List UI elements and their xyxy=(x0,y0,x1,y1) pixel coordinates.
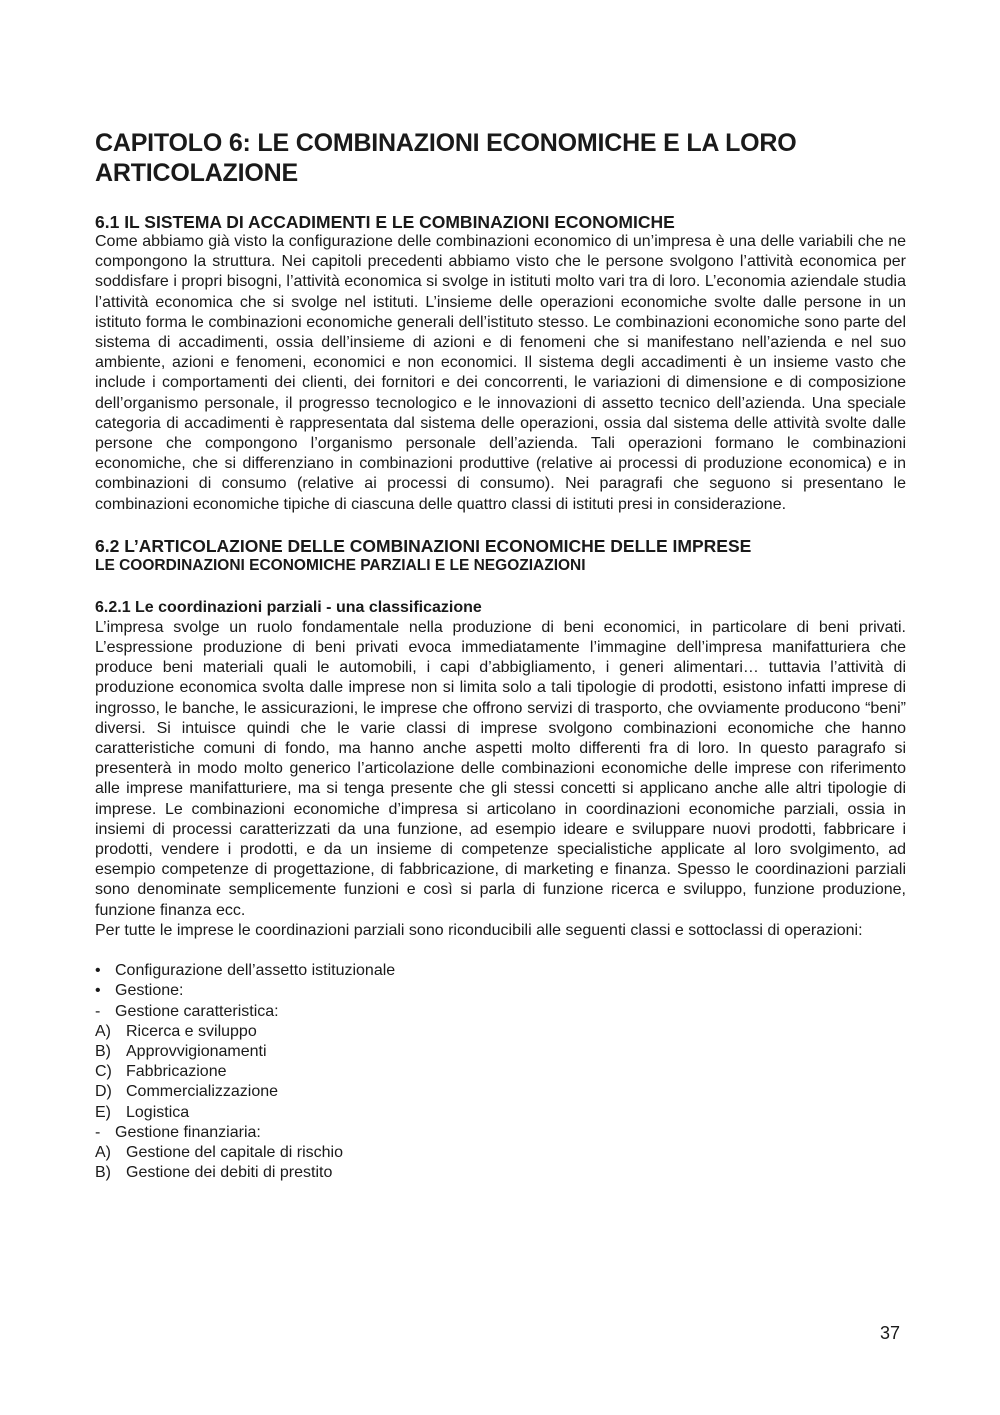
list-item-text: Gestione dei debiti di prestito xyxy=(126,1164,333,1182)
operations-list xyxy=(95,961,906,1183)
section-6-2-title: 6.2 L’ARTICOLAZIONE DELLE COMBINAZIONI ECONOMICHE DELLE IMPRESE xyxy=(95,535,752,556)
list-marker: - xyxy=(95,1002,101,1020)
list-item xyxy=(95,1103,906,1123)
list-item-text: Ricerca e sviluppo xyxy=(126,1022,257,1040)
list-item xyxy=(95,1002,906,1022)
list-item-text: Fabbricazione xyxy=(126,1063,227,1081)
list-item-text: Logistica xyxy=(126,1103,190,1121)
list-marker: B) xyxy=(95,1042,111,1060)
list-marker: D) xyxy=(95,1083,112,1101)
list-item-text: Gestione caratteristica: xyxy=(115,1002,279,1020)
section-6-2-1-body-continued: Per tutte le imprese le coordinazioni parziali sono riconducibili alle seguenti classi e sottoclassi di operazioni: xyxy=(95,921,863,939)
section-6-1-body: Come abbiamo già visto la configurazione delle combinazioni economico di un’impresa è una delle variabili che ne compongono la struttura. Nei capitoli precedenti abbiamo visto che le persone svolgono l’attività economica per soddisfare i propri bisogni, l’attività economica si svolge in istituti molto vari tra di loro. L’economia aziendale studia l’attività economica che si svolge nel istituti. L’insieme delle operazioni economiche svolte dalle persone in un istituto forma le combinazioni economiche generali dell’istituto stesso. Le combinazioni economiche sono parte del sistema di accadimenti, ossia dell’insieme di azioni e di fenomeni che si manifestano nell’azienda e nel suo ambiente, azioni e fenomeni, economici e non economici. Il sistema degli accadimenti è un insieme vasto che include i comportamenti dei clienti, dei fornitori e dei concorrenti, le variazioni di dimensione e di composizione dell’organismo personale, il progresso tecnologico e le innovazioni di assetto tecnico dell’azienda. Una speciale categoria di accadimenti è rappresentata dal sistema delle operazioni, ossia dal sistema delle attività svolte dalle persone che compongono l’organismo personale dell’azienda. Tali operazioni formano le combinazioni economiche, che si differenziano in combinazioni produttive (relative ai processi di produzione economica) e in combinazioni di consumo (relative ai processi di consumo). Nei paragrafi che seguono si presentano le combinazioni economiche tipiche di ciascuna delle quattro classi di istituti presi in considerazione. xyxy=(95,233,906,513)
list-marker: A) xyxy=(95,1022,111,1040)
section-6-1-title: 6.1 IL SISTEMA DI ACCADIMENTI E LE COMBINAZIONI ECONOMICHE xyxy=(95,212,675,232)
list-item-text: Gestione del capitale di rischio xyxy=(126,1143,344,1161)
list-item xyxy=(95,1123,906,1143)
list-marker: E) xyxy=(95,1103,111,1121)
list-item-text: Gestione: xyxy=(115,982,184,1000)
chapter-title: CAPITOLO 6: LE COMBINAZIONI ECONOMICHE E LA LORO ARTICOLAZIONE xyxy=(95,129,797,187)
list-item-text: Commercializzazione xyxy=(126,1083,279,1101)
list-marker: A) xyxy=(95,1143,111,1161)
list-item xyxy=(95,1022,906,1042)
list-item xyxy=(95,981,906,1001)
list-item-text: Approvvigionamenti xyxy=(126,1042,267,1060)
list-item xyxy=(95,1163,906,1183)
document-page xyxy=(95,128,906,1183)
section-6-2-1-title: 6.2.1 Le coordinazioni parziali - una classificazione xyxy=(95,598,482,616)
page-number: 37 xyxy=(880,1323,901,1343)
list-item xyxy=(95,1143,906,1163)
section-6-2-subtitle: LE COORDINAZIONI ECONOMICHE PARZIALI E LE NEGOZIAZIONI xyxy=(95,556,586,574)
list-marker: - xyxy=(95,1123,101,1141)
list-item xyxy=(95,1062,906,1082)
list-item-text: Configurazione dell’assetto istituzionale xyxy=(115,962,396,980)
list-item-text: Gestione finanziaria: xyxy=(115,1123,261,1141)
list-marker: • xyxy=(95,962,101,980)
list-marker: C) xyxy=(95,1063,112,1081)
list-item xyxy=(95,1042,906,1062)
list-marker: • xyxy=(95,982,101,1000)
list-marker: B) xyxy=(95,1164,111,1182)
section-6-2-1-body: L’impresa svolge un ruolo fondamentale nella produzione di beni economici, in particolare di beni privati. L’espressione produzione di beni privati evoca immediatamente l’immagine dell’impresa manifatturiera che produce beni materiali quali le automobili, i capi d’abbigliamento, i generi alimentari… tuttavia l’attività di produzione economica svolta dalle imprese non si limita solo a tali tipologie di prodotti, esistono infatti imprese di ingrosso, le banche, le assicurazioni, le imprese che offrono servizi di trasporto, che ovviamente producono “beni” diversi. Si intuisce quindi che le varie classi di imprese svolgono combinazioni economiche che hanno caratteristiche comuni di fondo, ma hanno anche aspetti molto differenti fra di loro. In questo paragrafo si presenterà in modo molto generico l’articolazione delle combinazioni economiche delle imprese con riferimento alle imprese manifatturiere, ma si tenga presente che gli stessi concetti si applicano anche alle altri tipologie di imprese. Le combinazioni economiche d’impresa si articolano in coordinazioni economiche parziali, ossia in insiemi di processi caratterizzati da una funzione, ad esempio ideare e sviluppare nuovi prodotti, fabbricare i prodotti, vendere i prodotti, e da un insieme di competenze specialistiche applicate al loro svolgimento, ad esempio competenze di progettazione, di fabbricazione, di marketing e finanza. Spesso le coordinazioni parziali sono denominate semplicemente funzioni e così si parla di funzione ricerca e sviluppo, funzione produzione, funzione finanza ecc. xyxy=(95,618,906,919)
list-item xyxy=(95,1082,906,1102)
list-item xyxy=(95,961,906,981)
